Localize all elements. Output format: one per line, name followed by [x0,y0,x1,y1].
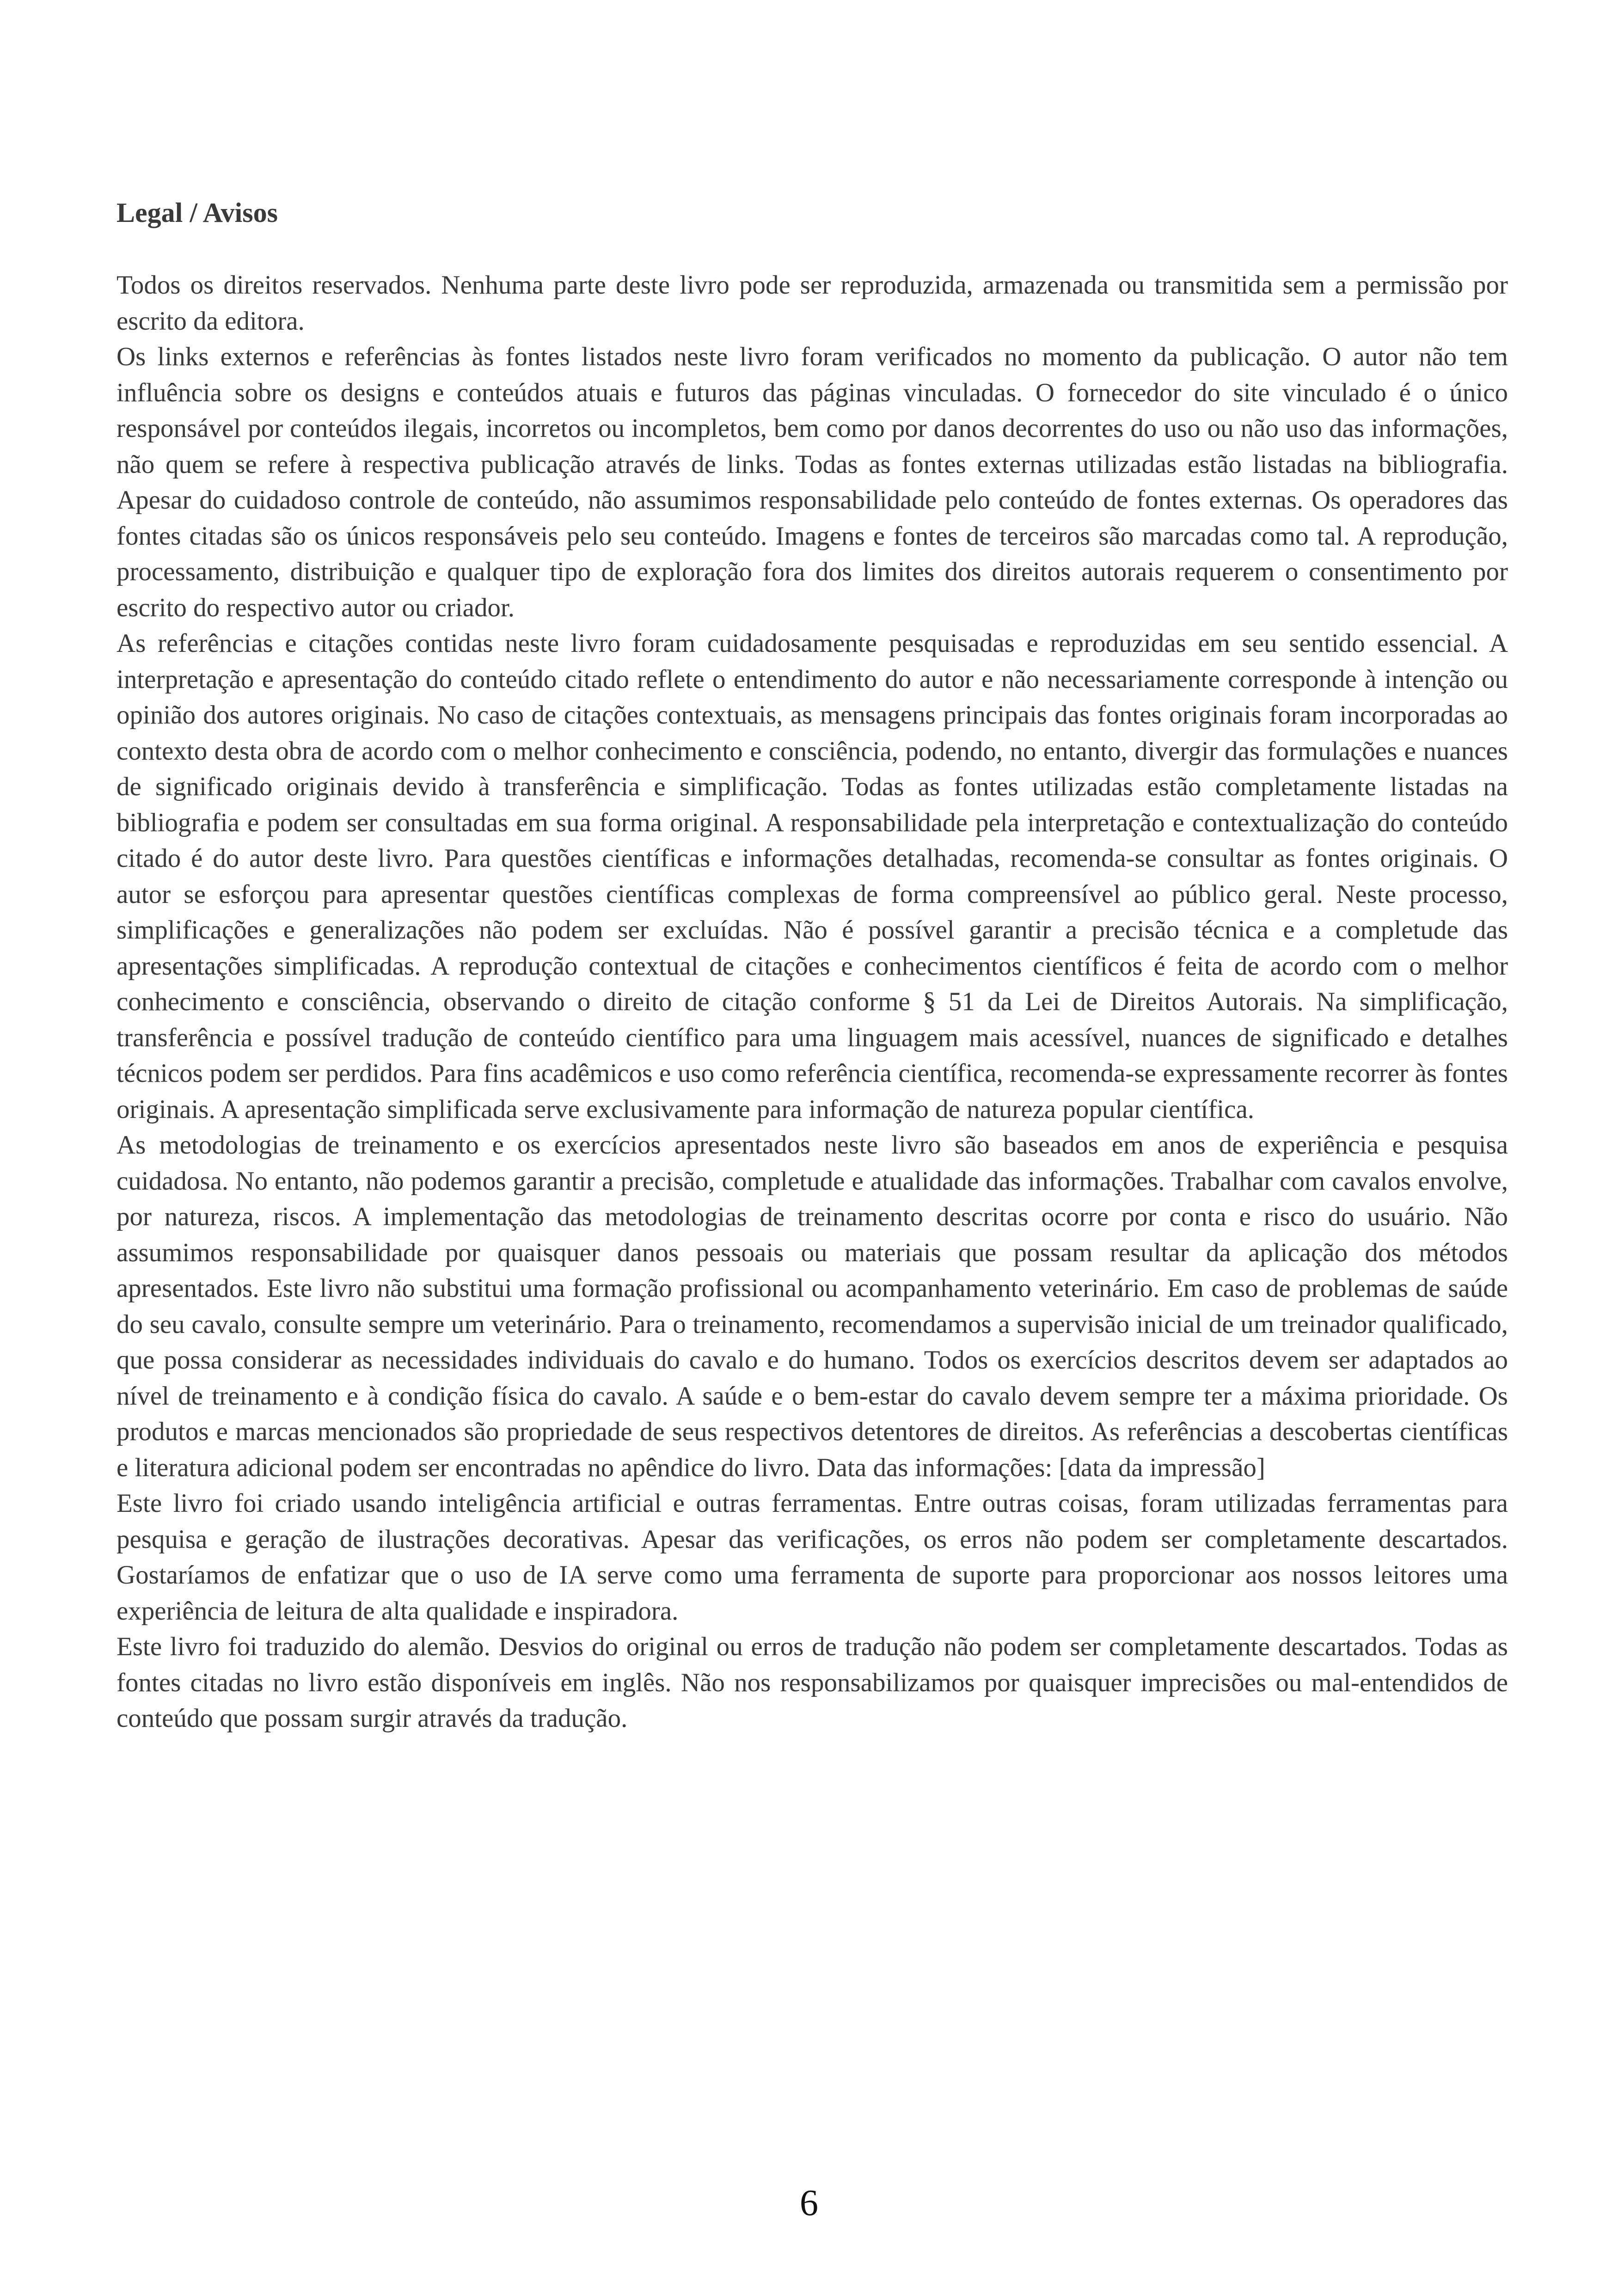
paragraph-citations: As referências e citações contidas neste livro foram cuidadosamente pesquisadas e reproduzidas em seu sentido essencial. A interpretação e apresentação do conteúdo citado reflete o entendimento do autor e não necessariamente corresponde à intenção ou opinião dos autores originais. No caso de citações contextuais, as mensagens principais das fontes originais foram incorporadas ao contexto desta obra de acordo com o melhor conhecimento e consciência, podendo, no entanto, divergir das formulações e nuances de significado originais devido à transferência e simplificação. Todas as fontes utilizadas estão completamente listadas na bibliografia e podem ser consultadas em sua forma original. A responsabilidade pela interpretação e contextualização do conteúdo citado é do autor deste livro. Para questões científicas e informações detalhadas, recomenda-se consultar as fontes originais. O autor se esforçou para apresentar questões científicas complexas de forma compreensível ao público geral. Neste processo, simplificações e generalizações não podem ser excluídas. Não é possível garantir a precisão técnica e a completude das apresentações simplificadas. A reprodução contextual de citações e conhecimentos científicos é feita de acordo com o melhor conhecimento e consciência, observando o direito de citação conforme § 51 da Lei de Direitos Autorais. Na simplificação, transferência e possível tradução de conteúdo científico para uma linguagem mais acessível, nuances de significado e detalhes técnicos podem ser perdidos. Para fins acadêmicos e uso como referência científica, recomenda-se expressamente recorrer às fontes originais. A apresentação simplificada serve exclusivamente para informação de natureza popular científica. [116,629,1508,1124]
paragraph-training-methods: As metodologias de treinamento e os exercícios apresentados neste livro são baseados em anos de experiência e pesquisa cuidadosa. No entanto, não podemos garantir a precisão, completude e atualidade das informações. Trabalhar com cavalos envolve, por natureza, riscos. A implementação das metodologias de treinamento descritas ocorre por conta e risco do usuário. Não assumimos responsabilidade por quaisquer danos pessoais ou materiais que possam resultar da aplicação dos métodos apresentados. Este livro não substitui uma formação profissional ou acompanhamento veterinário. Em caso de problemas de saúde do seu cavalo, consulte sempre um veterinário. Para o treinamento, recomendamos a supervisão inicial de um treinador qualificado, que possa considerar as necessidades individuais do cavalo e do humano. Todos os exercícios descritos devem ser adaptados ao nível de treinamento e à condição física do cavalo. A saúde e o bem-estar do cavalo devem sempre ter a máxima prioridade. Os produtos e marcas mencionados são propriedade de seus respectivos detentores de direitos. As referências a descobertas científicas e literatura adicional podem ser encontradas no apêndice do livro. Data das informações: [data da impressão] [116,1130,1508,1482]
paragraph-copyright: Todos os direitos reservados. Nenhuma parte deste livro pode ser reproduzida, armazenada ou transmitida sem a permissão por escrito da editora. [116,270,1508,336]
paragraph-ai-usage: Este livro foi criado usando inteligência artificial e outras ferramentas. Entre outras coisas, foram utilizadas ferramentas para pesquisa e geração de ilustrações decorativas. Apesar das verificações, os erros não podem ser completamente descartados. Gostaríamos de enfatizar que o uso de IA serve como uma ferramenta de suporte para proporcionar aos nossos leitores uma experiência de leitura de alta qualidade e inspiradora. [116,1489,1508,1626]
page-number: 6 [800,2183,818,2223]
page-content [116,194,1508,1737]
paragraph-translation: Este livro foi traduzido do alemão. Desvios do original ou erros de tradução não podem ser completamente descartados. Todas as fontes citadas no livro estão disponíveis em inglês. Não nos responsabilizamos por quaisquer imprecisões ou mal-entendidos de conteúdo que possam surgir através da tradução. [116,1632,1508,1733]
section-heading: Legal / Avisos [116,197,278,228]
paragraph-external-links: Os links externos e referências às fontes listados neste livro foram verificados no momento da publicação. O autor não tem influência sobre os designs e conteúdos atuais e futuros das páginas vinculadas. O fornecedor do site vinculado é o único responsável por conteúdos ilegais, incorretos ou incompletos, bem como por danos decorrentes do uso ou não uso das informações, não quem se refere à respectiva publicação através de links. Todas as fontes externas utilizadas estão listadas na bibliografia. Apesar do cuidadoso controle de conteúdo, não assumimos responsabilidade pelo conteúdo de fontes externas. Os operadores das fontes citadas são os únicos responsáveis pelo seu conteúdo. Imagens e fontes de terceiros são marcadas como tal. A reprodução, processamento, distribuição e qualquer tipo de exploração fora dos limites dos direitos autorais requerem o consentimento por escrito do respectivo autor ou criador. [116,342,1508,622]
